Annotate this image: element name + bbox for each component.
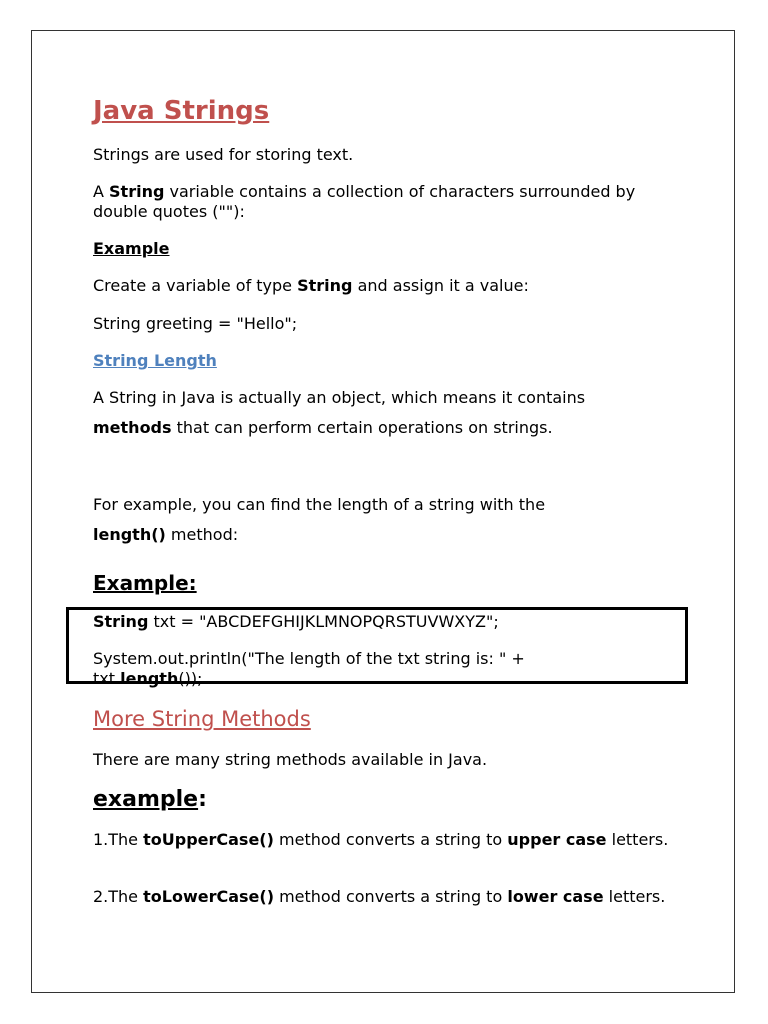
intro-paragraph-1: Strings are used for storing text. <box>93 145 354 164</box>
string-length-link[interactable]: String Length <box>93 351 217 370</box>
example-instruction: Create a variable of type String and assign it a value: <box>93 276 529 295</box>
length-method-paragraph: For example, you can find the length of a string with the length() method: <box>93 495 546 544</box>
greeting-code-line: String greeting = "Hello"; <box>93 314 298 333</box>
code-line-txt: String txt = "ABCDEFGHIJKLMNOPQRSTUVWXYZ"; <box>93 612 499 631</box>
code-line-println: System.out.println("The length of the txt string is: " + txt.length()); <box>93 649 525 688</box>
intro-paragraph-2: A String variable contains a collection of characters surrounded by double quotes (""): <box>93 182 636 221</box>
example-heading: Example <box>93 239 170 258</box>
example-colon-heading: Example: <box>93 571 197 595</box>
more-methods-text: There are many string methods available in Java. <box>93 750 488 769</box>
string-length-paragraph: A String in Java is actually an object, which means it contains methods that can perform certain operations on strings. <box>93 388 586 437</box>
example-lower-heading: example: <box>93 787 207 812</box>
page-title: Java Strings <box>93 96 270 126</box>
to-upper-case-item: 1.The toUpperCase() method converts a string to upper case letters. <box>93 830 669 849</box>
keyword-string: String <box>109 182 165 201</box>
to-lower-case-item: 2.The toLowerCase() method converts a string to lower case letters. <box>93 887 666 906</box>
more-methods-heading: More String Methods <box>93 707 311 731</box>
